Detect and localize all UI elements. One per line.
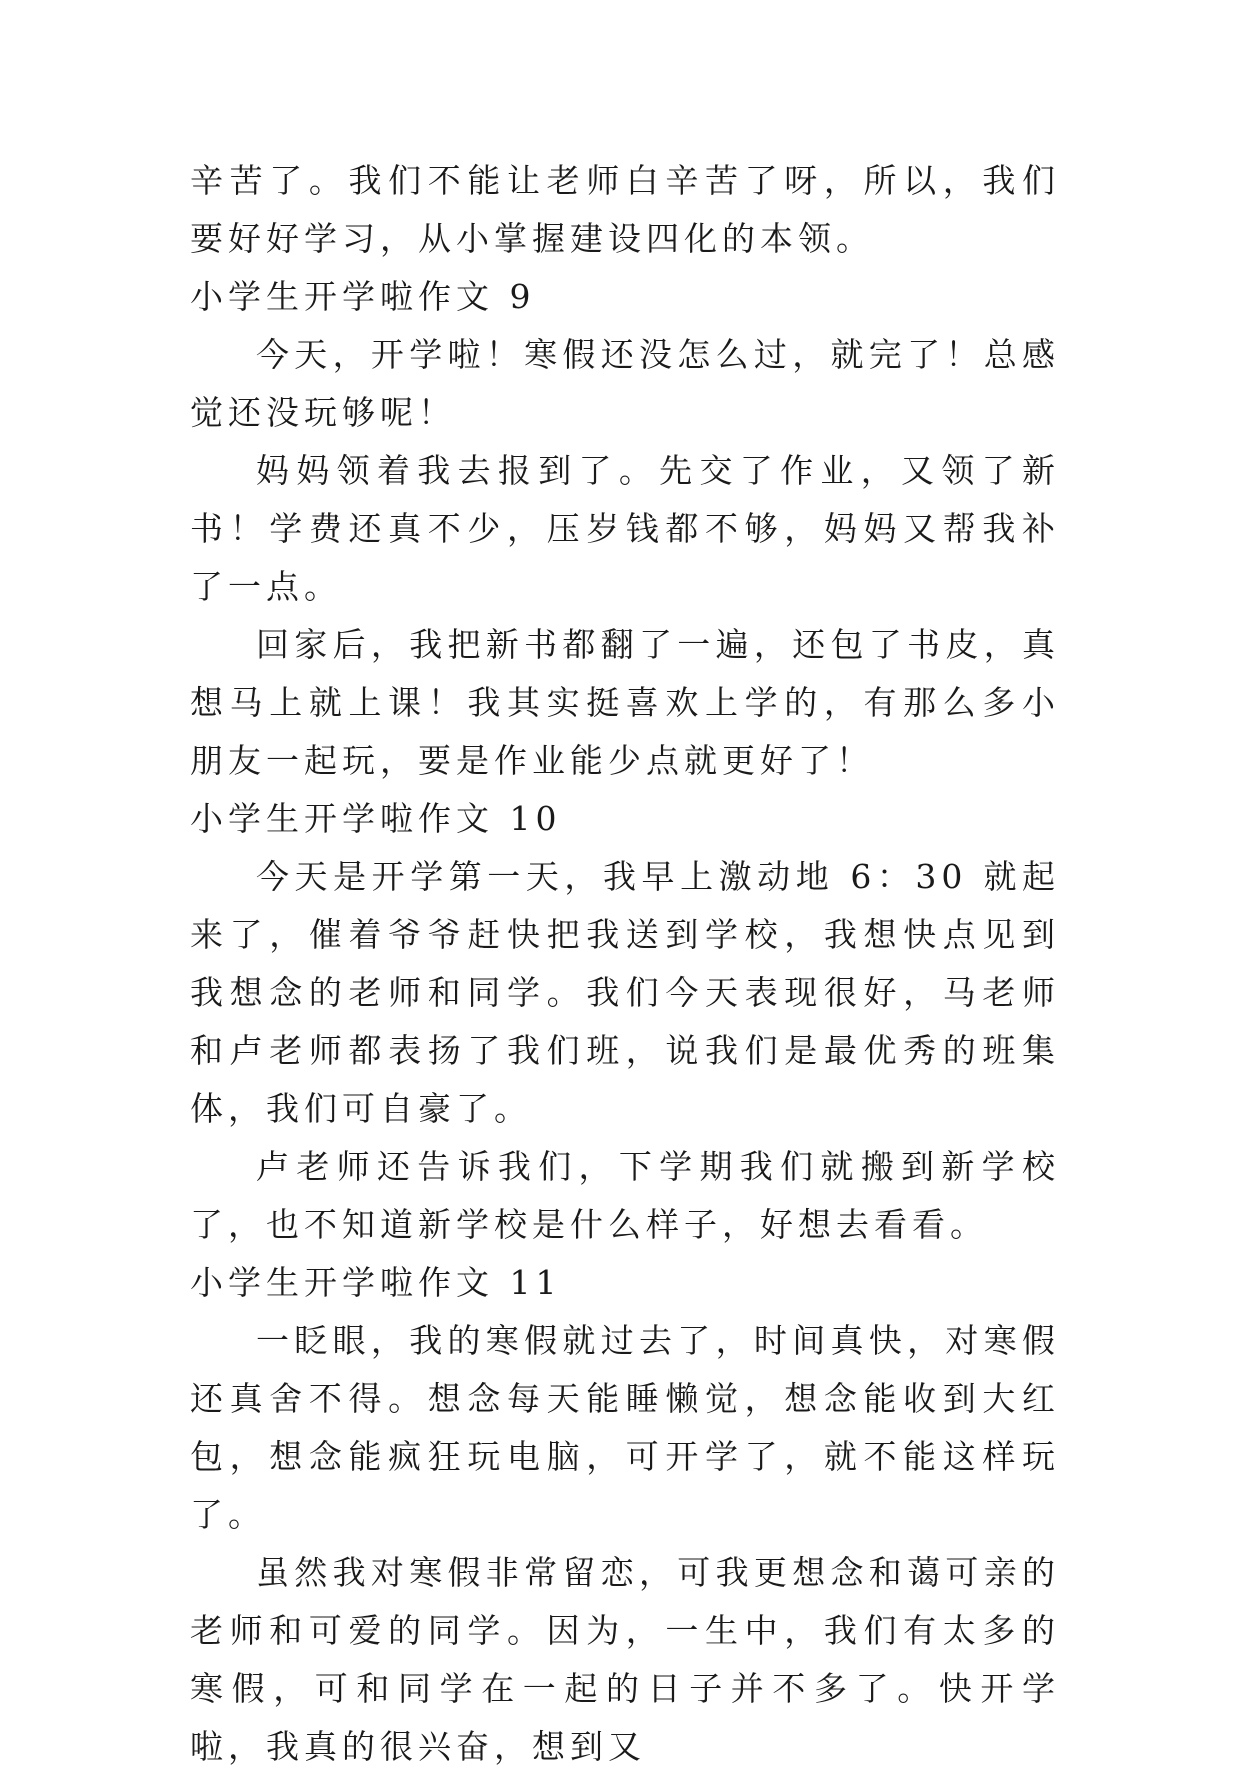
paragraph: 今天是开学第一天，我早上激动地 6：30 就起来了，催着爷爷赶快把我送到学校，我想快点见到我想念的老师和同学。我们今天表现很好，马老师和卢老师都表扬了我们班，说我们是最优秀的班集体，我们可自豪了。 — [190, 857, 1060, 1128]
paragraph: 回家后，我把新书都翻了一遍，还包了书皮，真想马上就上课！我其实挺喜欢上学的，有那么多小朋友一起玩，要是作业能少点就更好了！ — [190, 625, 1060, 780]
paragraph: 妈妈领着我去报到了。先交了作业，又领了新书！学费还真不少，压岁钱都不够，妈妈又帮我补了一点。 — [190, 451, 1060, 606]
essay-heading-9: 小学生开学啦作文 9 — [190, 277, 536, 316]
paragraph-continuation: 辛苦了。我们不能让老师白辛苦了呀，所以，我们要好好学习，从小掌握建设四化的本领。 — [190, 161, 1060, 258]
paragraph: 一眨眼，我的寒假就过去了，时间真快，对寒假还真舍不得。想念每天能睡懒觉，想念能收到大红包，想念能疯狂玩电脑，可开学了，就不能这样玩了。 — [190, 1321, 1060, 1534]
paragraph: 虽然我对寒假非常留恋，可我更想念和蔼可亲的老师和可爱的同学。因为，一生中，我们有太多的寒假，可和同学在一起的日子并不多了。快开学啦，我真的很兴奋，想到又 — [190, 1553, 1060, 1766]
document-body — [190, 152, 1060, 1776]
essay-heading-11: 小学生开学啦作文 11 — [190, 1263, 562, 1302]
paragraph: 今天，开学啦！寒假还没怎么过，就完了！总感觉还没玩够呢！ — [190, 335, 1060, 432]
paragraph: 卢老师还告诉我们，下学期我们就搬到新学校了，也不知道新学校是什么样子，好想去看看。 — [190, 1147, 1060, 1244]
essay-heading-10: 小学生开学啦作文 10 — [190, 799, 562, 838]
